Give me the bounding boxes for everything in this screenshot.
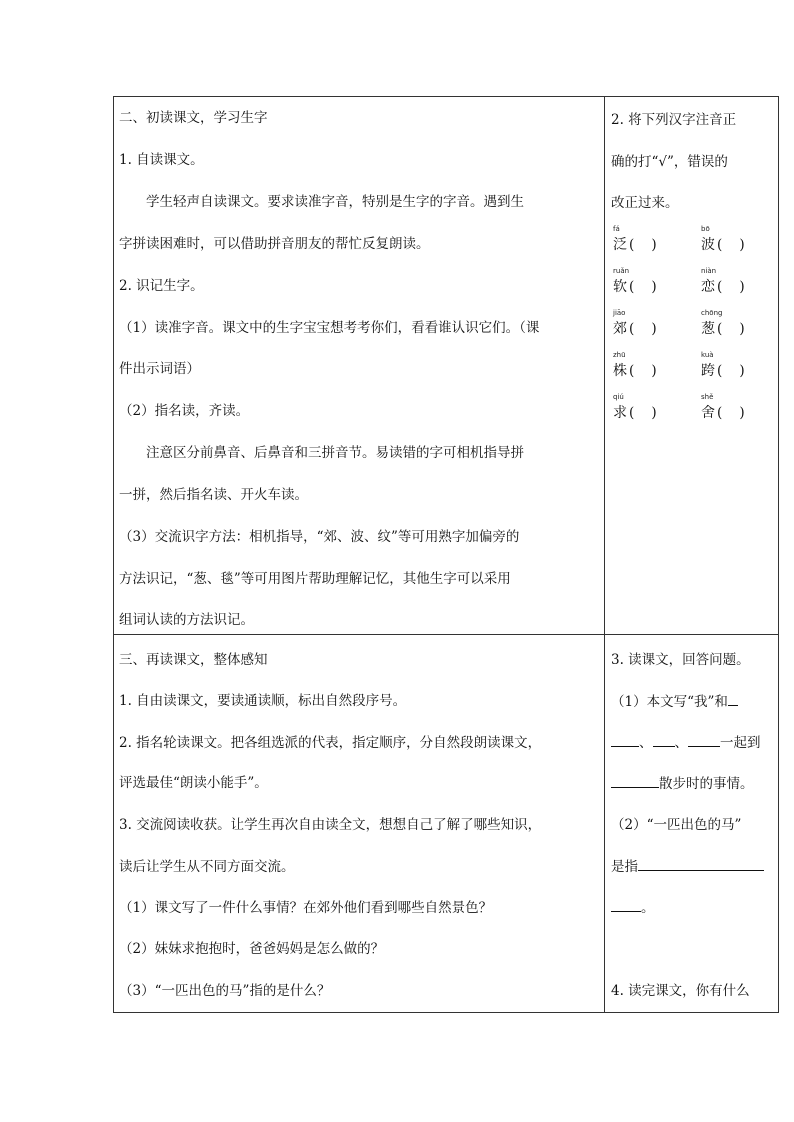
section-heading: 二、初读课文，学习生字: [119, 110, 268, 126]
hanzi-char: 恋: [701, 279, 715, 295]
hanzi-char: 泛: [613, 237, 627, 253]
pinyin-item: [613, 267, 683, 301]
pinyin-label: qiú: [613, 393, 624, 401]
pinyin-label: fá: [613, 225, 620, 233]
question-text: [611, 897, 655, 918]
fill-blank[interactable]: [611, 897, 641, 912]
hanzi-char: 舍: [701, 405, 715, 421]
paragraph-line: （1）读准字音。课文中的生字宝宝想考考你们，看看谁认识它们。（课: [119, 320, 540, 336]
pinyin-item: [701, 393, 771, 427]
pinyin-item: [701, 351, 771, 385]
pinyin-item: [613, 309, 683, 343]
hanzi-char: 求: [613, 405, 627, 421]
fill-blank[interactable]: [638, 856, 764, 871]
pinyin-label: bō: [701, 225, 710, 233]
hanzi-char: 跨: [701, 363, 715, 379]
question-text-part: （1）本文写“我”和: [611, 694, 728, 710]
answer-blank[interactable]: ( ): [629, 237, 657, 253]
pinyin-item: [701, 267, 771, 301]
separator: 、: [639, 735, 653, 751]
paragraph-line: （3）交流识字方法：相机指导，“郊、波、纹”等可用熟字加偏旁的: [119, 529, 520, 545]
section-heading: 三、再读课文，整体感知: [119, 652, 268, 668]
question-text-part: 散步时的事情。: [659, 776, 754, 792]
answer-blank[interactable]: ( ): [629, 363, 657, 379]
pinyin-label: kuà: [701, 351, 714, 359]
paragraph-line: 字拼读困难时，可以借助拼音朋友的帮忙反复朗读。: [119, 236, 430, 252]
pinyin-item: [613, 393, 683, 427]
period: 。: [641, 900, 655, 916]
question-line: （3）“一匹出色的马”指的是什么？: [119, 983, 331, 999]
question-text-part: 一起到: [720, 735, 761, 751]
separator: 、: [674, 735, 688, 751]
question-text: [611, 691, 738, 712]
fill-blank[interactable]: [688, 732, 720, 747]
pinyin-item: [701, 309, 771, 343]
answer-blank[interactable]: ( ): [629, 405, 657, 421]
pinyin-item: [701, 225, 771, 259]
hanzi-char: 软: [613, 279, 627, 295]
pinyin-item: [613, 225, 683, 259]
pinyin-label: jiāo: [613, 309, 626, 317]
question-text: [611, 732, 761, 753]
answer-blank[interactable]: ( ): [629, 321, 657, 337]
paragraph-line: 评选最佳“朗读小能手”。: [119, 775, 268, 791]
cell-reading-questions: [605, 635, 779, 1014]
paragraph-line: 方法识记，“葱、毯”等可用图片帮助理解记忆，其他生字可以采用: [119, 571, 511, 587]
answer-blank[interactable]: ( ): [717, 279, 745, 295]
fill-blank[interactable]: [653, 732, 675, 747]
step-heading: 2. 识记生字。: [119, 278, 204, 294]
fill-blank[interactable]: [611, 732, 639, 747]
pinyin-label: zhū: [613, 351, 626, 359]
answer-blank[interactable]: ( ): [717, 237, 745, 253]
answer-blank[interactable]: ( ): [717, 363, 745, 379]
paragraph-line: 1. 自由读课文，要读通读顺，标出自然段序号。: [119, 693, 407, 709]
pinyin-label: chōng: [701, 309, 723, 317]
paragraph-line: 件出示词语）: [119, 361, 200, 377]
answer-blank[interactable]: ( ): [717, 321, 745, 337]
paragraph-line: 3. 交流阅读收获。让学生再次自由读全文，想想自己了解了哪些知识，: [119, 817, 542, 833]
paragraph-line: 注意区分前鼻音、后鼻音和三拼音节。易读错的字可相机指导拼: [146, 445, 524, 461]
lesson-table: [113, 96, 779, 1013]
exercise-text: 2. 将下列汉字注音正: [611, 112, 737, 128]
paragraph-line: 组词认读的方法识记。: [119, 612, 254, 628]
paragraph-line: 一拼，然后指名读、开火车读。: [119, 487, 308, 503]
cell-pinyin-exercise: [605, 97, 779, 634]
exercise-text: 确的打“√”，错误的: [611, 154, 728, 170]
paragraph-line: 学生轻声自读课文。要求读准字音，特别是生字的字音。遇到生: [146, 194, 524, 210]
hanzi-char: 株: [613, 363, 627, 379]
cell-second-reading: [114, 635, 604, 1014]
cell-first-reading: [114, 97, 604, 634]
pinyin-item: [613, 351, 683, 385]
pinyin-label: ruǎn: [613, 267, 630, 275]
question-text-part: 是指: [611, 859, 638, 875]
hanzi-char: 葱: [701, 321, 715, 337]
answer-blank[interactable]: ( ): [629, 279, 657, 295]
pinyin-label: niàn: [701, 267, 717, 275]
fill-blank[interactable]: [728, 691, 738, 706]
hanzi-char: 郊: [613, 321, 627, 337]
question-line: （2）妹妹求抱抱时，爸爸妈妈是怎么做的？: [119, 941, 385, 957]
step-heading: 1. 自读课文。: [119, 152, 204, 168]
fill-blank[interactable]: [611, 773, 659, 788]
question-text: 3. 读课文，回答问题。: [611, 652, 750, 668]
question-text: 4. 读完课文，你有什么: [611, 983, 750, 999]
exercise-text: 改正过来。: [611, 195, 679, 211]
pinyin-label: shě: [701, 393, 714, 401]
question-line: （1）课文写了一件什么事情？在郊外他们看到哪些自然景色？: [119, 900, 493, 916]
paragraph-line: 读后让学生从不同方面交流。: [119, 859, 295, 875]
hanzi-char: 波: [701, 237, 715, 253]
paragraph-line: 2. 指名轮读课文。把各组选派的代表，指定顺序，分自然段朗读课文，: [119, 735, 542, 751]
question-text: （2）“一匹出色的马”: [611, 817, 742, 833]
question-text: [611, 773, 754, 794]
question-text: [611, 856, 764, 877]
answer-blank[interactable]: ( ): [717, 405, 745, 421]
paragraph-line: （2）指名读，齐读。: [119, 403, 250, 419]
